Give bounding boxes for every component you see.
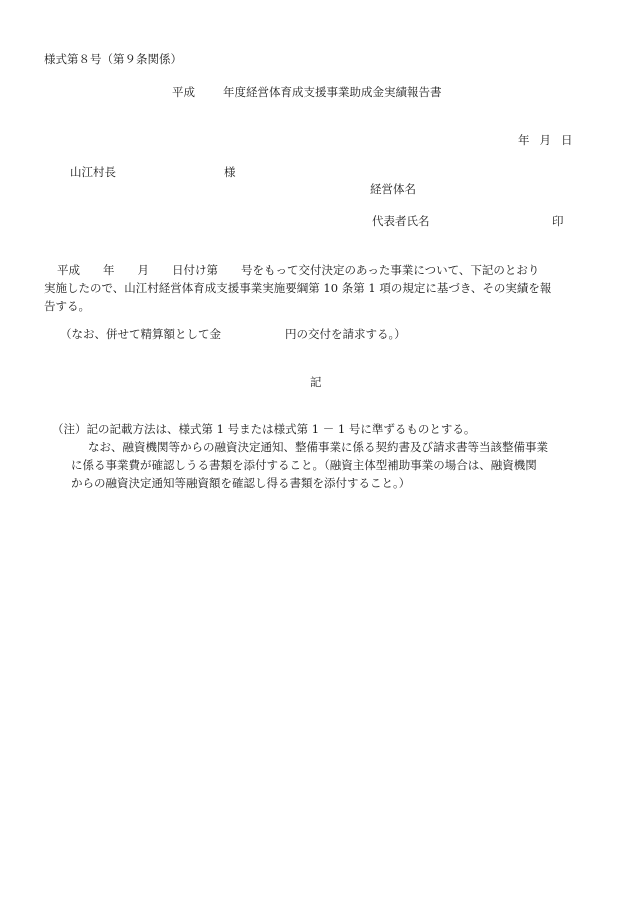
representative-line <box>372 213 430 229</box>
note-line-2: なお、融資機関等からの融資決定通知、整備事業に係る契約書及び請求書等当該整備事業 <box>88 440 548 454</box>
seal-mark: 印 <box>552 214 564 228</box>
date-day: 日 <box>561 133 573 147</box>
title-text: 年度経営体育成支援事業助成金実績報告書 <box>223 85 442 99</box>
date-line <box>518 132 573 148</box>
body-line-3: 告する。 <box>44 299 90 313</box>
date-month: 月 <box>539 133 551 147</box>
representative-label: 代表者氏名 <box>372 214 430 228</box>
note-line-1: （注）記の記載方法は、様式第 1 号または様式第 1 － 1 号に準ずるものとする。 <box>52 422 476 436</box>
entity-name-label: 経営体名 <box>370 182 416 196</box>
title-era: 平成 <box>172 85 195 99</box>
note-line-3: に係る事業費が確認しうる書類を添付すること。（融資主体型補助事業の場合は、融資機関 <box>71 458 537 472</box>
document-title <box>172 84 442 100</box>
addressee-name: 山江村長 <box>70 165 116 179</box>
addressee <box>70 164 236 180</box>
request-suffix: 円の交付を請求する。） <box>285 327 406 341</box>
date-year: 年 <box>518 133 530 147</box>
body-line-1: 平成 年 月 日付け第 号をもって交付決定のあった事業について、下記のとおり <box>57 263 540 277</box>
request-prefix: （なお、併せて精算額として金 <box>60 327 221 341</box>
ki-heading: 記 <box>310 375 322 389</box>
form-number: 様式第８号（第９条関係） <box>44 52 182 66</box>
request-line <box>60 326 406 342</box>
note-line-4: からの融資決定通知等融資額を確認し得る書類を添付すること。） <box>71 476 411 490</box>
body-line-2: 実施したので、山江村経営体育成支援事業実施要綱第 10 条第 1 項の規定に基づき、その実績を報 <box>44 281 552 295</box>
addressee-honorific: 様 <box>224 165 236 179</box>
